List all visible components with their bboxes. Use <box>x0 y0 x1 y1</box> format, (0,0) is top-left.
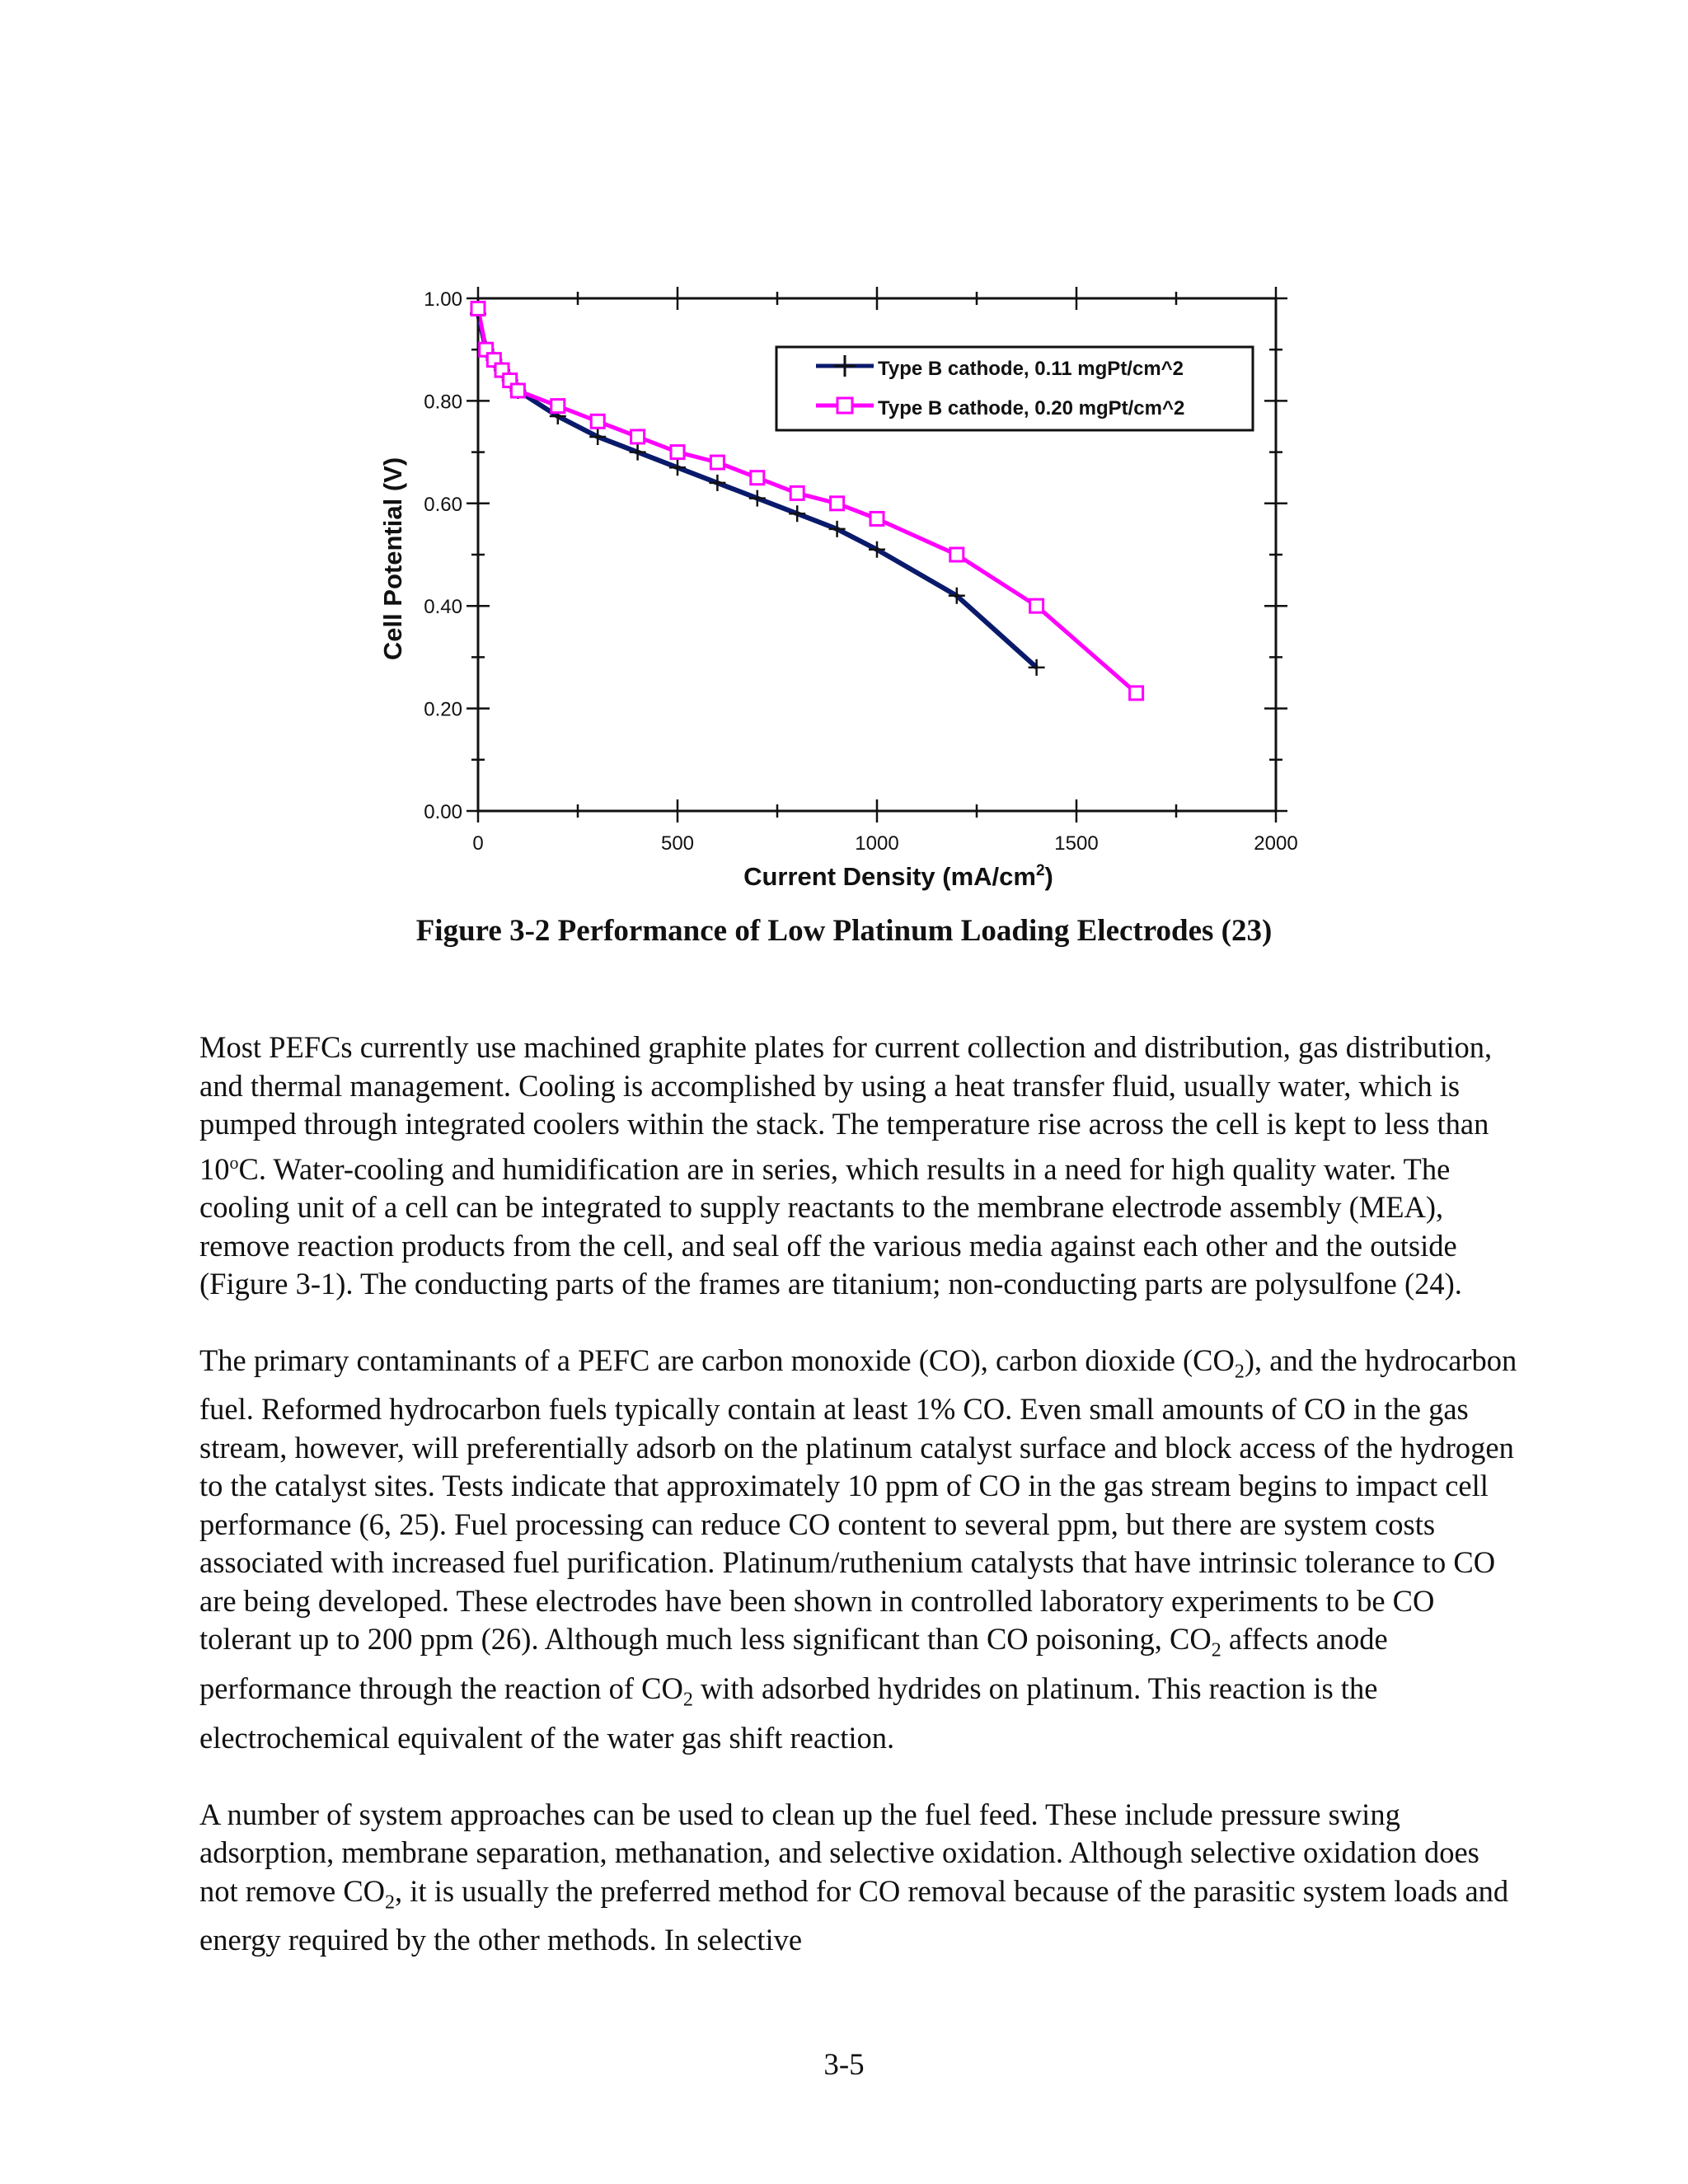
data-point-series-2 <box>471 302 485 315</box>
data-point-series-2 <box>671 446 684 459</box>
body-text <box>199 1029 1518 1998</box>
data-point-series-2 <box>790 486 804 499</box>
data-point-series-1 <box>589 429 606 445</box>
legend-label-series-2: Type B cathode, 0.20 mgPt/cm^2 <box>878 397 1185 419</box>
y-tick-label: 0.60 <box>424 493 462 516</box>
data-point-series-2 <box>631 430 645 443</box>
data-point-series-2 <box>710 456 724 469</box>
paragraph-3: A number of system approaches can be used to clean up the fuel feed. These include pressure swing adsorption, membrane separation, methanation, and selective oxidation. Although selective oxidation does not remove $CO_2$, it is usually the preferred method for CO removal because of the parasitic system loads and energy required by the other methods. In selective <box>199 1797 1509 1957</box>
page-number: 3-5 <box>823 2048 865 2082</box>
legend-label-series-1: Type B cathode, 0.11 mgPt/cm^2 <box>878 358 1184 380</box>
x-axis-label: Current Density $(mA/cm^2)$ <box>743 862 1053 891</box>
data-point-series-1 <box>749 490 766 507</box>
data-point-series-2 <box>1130 687 1143 700</box>
data-point-series-1 <box>789 505 805 522</box>
data-point-series-2 <box>831 497 844 510</box>
data-point-series-1 <box>829 521 846 537</box>
data-point-series-2 <box>591 415 604 428</box>
y-axis-label: Cell Potential (V) <box>378 457 407 661</box>
data-point-series-2 <box>870 512 884 525</box>
data-point-series-2 <box>511 384 524 397</box>
x-tick-label: 1500 <box>1054 832 1099 855</box>
y-tick-label: 0.80 <box>424 391 462 414</box>
data-point-series-1 <box>709 475 725 491</box>
x-tick-label: 2000 <box>1254 832 1298 855</box>
x-tick-label: 0 <box>472 832 484 855</box>
y-tick-label: 0.00 <box>424 801 462 823</box>
x-tick-label: 500 <box>660 832 695 855</box>
x-tick-label: 1000 <box>855 832 899 855</box>
paragraph-1: Most PEFCs currently use machined graphite plates for current collection and distribution, gas distribution, and thermal management. Cooling is accomplished by using a heat transfer fluid, usually water, which is pumped through integrated coolers within the stack. The temperature rise across the cell is kept to less than 10$^o$C. Water-cooling and humidification are in series, which results in a need for high quality water. The cooling unit of a cell can be integrated to supply reactants to the membrane electrode assembly (MEA), remove reaction products from the cell, and seal off the various media against each other and the outside (Figure 3-1). The conducting parts of the frames are titanium; non-conducting parts are polysulfone (24). <box>199 1030 1493 1301</box>
data-point-series-2 <box>751 471 764 485</box>
data-point-series-1 <box>630 444 646 461</box>
data-point-series-2 <box>1030 599 1043 612</box>
performance-chart <box>0 0 1688 907</box>
y-tick-label: 0.20 <box>424 698 462 721</box>
y-tick-label: 0.40 <box>424 596 462 619</box>
data-point-series-2 <box>950 548 964 561</box>
legend <box>776 347 1253 430</box>
paragraph-2: The primary contaminants of a PEFC are carbon monoxide (CO), carbon dioxide $(CO_2)$, and the hydrocarbon fuel. Reformed hydrocarbon fuels typically contain at least 1% CO. Even small amounts of CO in the gas stream, however, will preferentially adsorb on the platinum catalyst surface and block access of the hydrogen to the catalyst sites. Tests indicate that approximately 10 ppm of CO in the gas stream begins to impact cell performance (6, 25). Fuel processing can reduce CO content to several ppm, but there are system costs associated with increased fuel purification. Platinum/ruthenium catalysts that have intrinsic tolerance to CO are being developed. These electrodes have been shown in controlled laboratory experiments to be CO tolerant up to 200 ppm (26). Although much less significant than CO poisoning, $CO_2$ affects anode performance through the reaction of $CO_2$ with adsorbed hydrides on platinum. This reaction is the electrochemical equivalent of the water gas shift reaction. <box>199 1343 1517 1755</box>
y-tick-label: 1.00 <box>424 288 462 311</box>
legend-marker-square <box>837 398 852 413</box>
data-point-series-1 <box>669 459 686 476</box>
data-point-series-2 <box>551 400 565 413</box>
figure-caption: Figure 3-2 Performance of Low Platinum Loading Electrodes (23) <box>415 914 1273 948</box>
